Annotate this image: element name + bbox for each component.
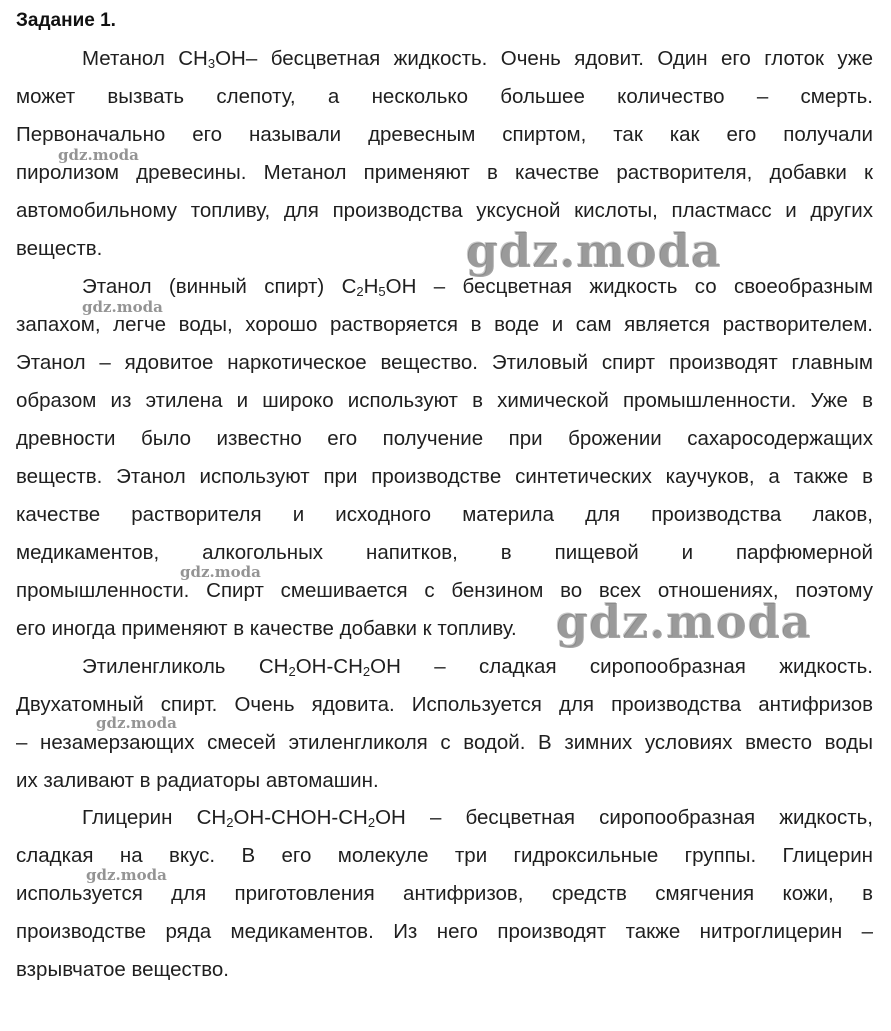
paragraph-3-line-4: их заливают в радиаторы автомашин. <box>16 769 379 792</box>
paragraph-2-line-7: качестве растворителя и исходного материла для производства лаков, <box>16 503 873 526</box>
watermark-6: gdz.moda <box>96 714 177 732</box>
paragraph-4-line-3: используется для приготовления антифризов, средств смягчения кожи, в <box>16 882 873 905</box>
watermark-2: gdz.moda <box>466 224 722 278</box>
paragraph-3-line-2: Двухатомный спирт. Очень ядовита. Используется для производства антифризов <box>16 693 873 716</box>
paragraph-2-line-10: его иногда применяют в качестве добавки к топливу. <box>16 617 517 640</box>
paragraph-2-line-3: Этанол – ядовитое наркотическое вещество. Этиловый спирт производят главным <box>16 351 873 374</box>
paragraph-2-line-6: веществ. Этанол используют при производстве синтетических каучуков, а также в <box>16 465 873 488</box>
paragraph-2-line-2: запахом, легче воды, хорошо растворяется в воде и сам является растворителем. <box>16 313 873 336</box>
paragraph-2-line-1: Этанол (винный спирт) $C_2H_5OH$ – бесцветная жидкость со своеобразным <box>82 275 873 299</box>
paragraph-1-line-5: автомобильному топливу, для производства уксусной кислоты, пластмасс и других <box>16 199 873 222</box>
paragraph-2-line-4: образом из этилена и широко используют в химической промышленности. Уже в <box>16 389 873 412</box>
watermark-3: gdz.moda <box>82 298 163 316</box>
paragraph-4-line-1: Глицерин $CH_2OH-CHOH-CH_2OH$ – бесцветная сиропообразная жидкость, <box>82 806 873 830</box>
paragraph-1-line-1: Метанол $CH_3OH-$ бесцветная жидкость. Очень ядовит. Один его глоток уже <box>82 47 873 71</box>
paragraph-3-line-3: – незамерзающих смесей этиленгликоля с водой. В зимних условиях вместо воды <box>16 731 873 754</box>
paragraph-1-line-6: веществ. <box>16 237 103 260</box>
watermark-5: gdz.moda <box>556 595 812 649</box>
paragraph-1-line-3: Первоначально его называли древесным спиртом, так как его получали <box>16 123 873 146</box>
paragraph-4-line-5: взрывчатое вещество. <box>16 958 229 981</box>
watermark-7: gdz.moda <box>86 866 167 884</box>
paragraph-1-line-2: может вызвать слепоту, а несколько большее количество – смерть. <box>16 85 873 108</box>
paragraph-1-line-4: пиролизом древесины. Метанол применяют в качестве растворителя, добавки к <box>16 161 873 184</box>
watermark-4: gdz.moda <box>180 563 261 581</box>
watermark-1: gdz.moda <box>58 146 139 164</box>
paragraph-2-line-8: медикаментов, алкогольных напитков, в пищевой и парфюмерной <box>16 541 873 564</box>
paragraph-4-line-2: сладкая на вкус. В его молекуле три гидроксильные группы. Глицерин <box>16 844 873 867</box>
paragraph-3-line-1: Этиленгликоль $CH_2OH-CH_2OH$ – сладкая сиропообразная жидкость. <box>82 655 873 679</box>
paragraph-4-line-4: производстве ряда медикаментов. Из него производят также нитроглицерин – <box>16 920 873 943</box>
task-title: Задание 1. <box>16 10 116 31</box>
paragraph-2-line-9: промышленности. Спирт смешивается с бензином во всех отношениях, поэтому <box>16 579 873 602</box>
paragraph-2-line-5: древности было известно его получение при брожении сахаросодержащих <box>16 427 873 450</box>
